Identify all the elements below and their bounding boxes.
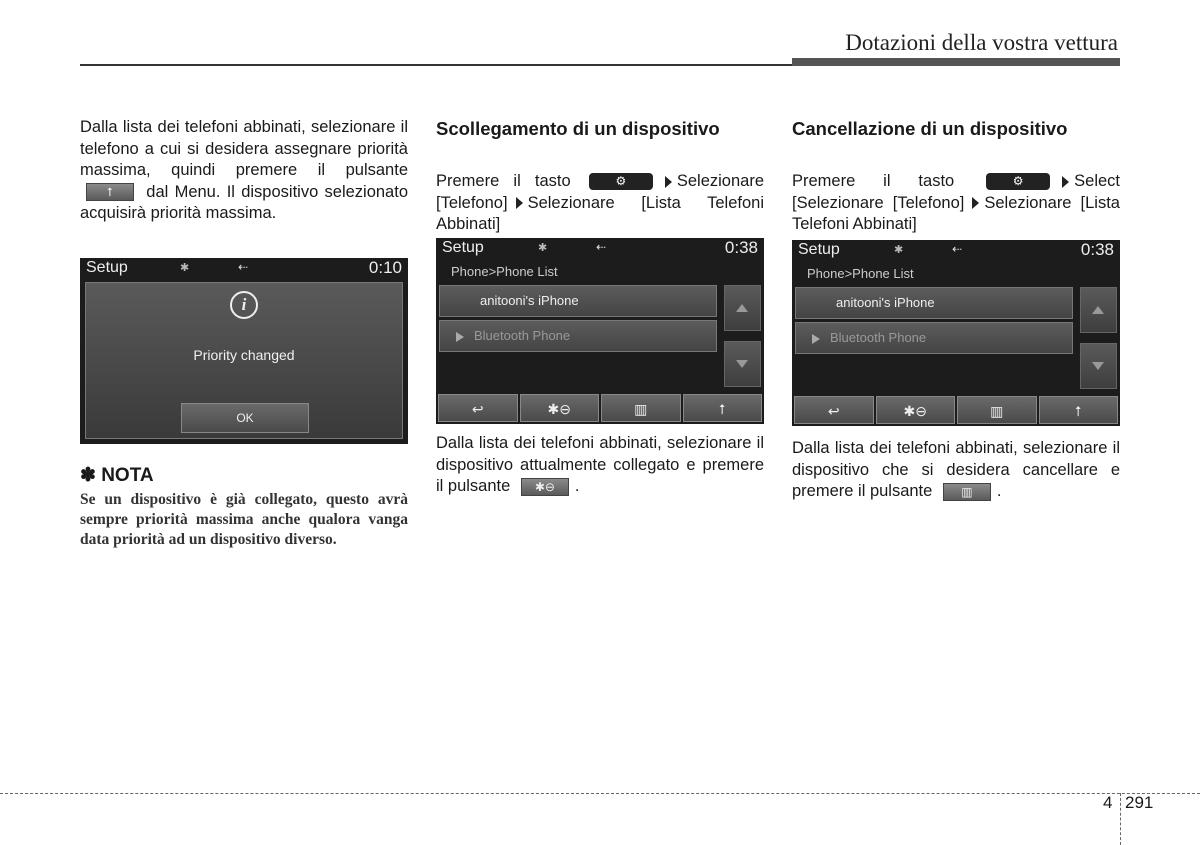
screen-title: Setup: [798, 241, 840, 258]
section-title-delete: Cancellazione di un dispositivo: [792, 118, 1068, 139]
phone-list-screen-disconnect: [436, 238, 764, 424]
screen-status-bar: [436, 238, 764, 260]
phone-list-screen-delete: [792, 240, 1120, 426]
dialog-message: Priority changed: [193, 347, 295, 363]
back-button[interactable]: ↩: [794, 396, 874, 424]
disconnect-button-icon: ✱⊖: [521, 478, 569, 496]
screen-status-bar: [80, 258, 408, 280]
priority-screen: [80, 258, 408, 444]
col2-intro: Premere il tasto ⚙ Selezionare [Telefono] Selezionare [Lista Telefoni Abbinati]: [436, 172, 764, 233]
header-bar: [792, 58, 1120, 66]
down-arrow-icon: [1092, 362, 1104, 370]
arrow-right-icon: [665, 176, 672, 188]
arrow-right-icon: [1062, 176, 1069, 188]
priority-button[interactable]: ⭡: [683, 394, 763, 422]
setup-key-icon: ⚙: [986, 173, 1050, 190]
bluetooth-icon: ✱: [894, 244, 904, 256]
breadcrumb: Phone>Phone List: [451, 264, 558, 279]
ok-button[interactable]: OK: [181, 403, 309, 433]
arrow-right-icon: [516, 197, 523, 209]
usb-icon: ⇠: [952, 242, 963, 256]
screen-title: Setup: [86, 259, 128, 276]
setup-key-icon: ⚙: [589, 173, 653, 190]
info-icon: i: [230, 291, 258, 319]
running-header: Dotazioni della vostra vettura: [845, 30, 1118, 55]
scroll-down-button[interactable]: [1080, 343, 1117, 389]
col2-after: Dalla lista dei telefoni abbinati, selezionare il dispositivo attualmente collegato e premere il pulsante ✱⊖ .: [436, 434, 764, 495]
up-arrow-icon: [1092, 306, 1104, 314]
col3-after: Dalla lista dei telefoni abbinati, selezionare il dispositivo che si desidera cancellare e premere il pulsante ▥ .: [792, 439, 1120, 500]
breadcrumb: Phone>Phone List: [807, 266, 914, 281]
screen-title: Setup: [442, 239, 484, 256]
page-number: 291: [1125, 793, 1154, 812]
list-item[interactable]: Bluetooth Phone: [439, 320, 717, 352]
arrow-right-icon: [972, 197, 979, 209]
scroll-up-button[interactable]: [1080, 287, 1117, 333]
usb-icon: ⇠: [238, 260, 249, 274]
col3-intro: Premere il tasto ⚙ Select [Selezionare [Telefono] Selezionare [Lista Telefoni Abbinati]: [792, 172, 1120, 233]
play-icon: [456, 332, 464, 342]
screen-clock: 0:38: [724, 238, 758, 257]
screen-clock: 0:10: [368, 258, 402, 277]
disconnect-button[interactable]: ✱⊖: [520, 394, 600, 422]
section-title-disconnect: Scollegamento di un dispositivo: [436, 118, 720, 139]
nota-title: ✽ NOTA: [80, 465, 154, 486]
screen-toolbar: [794, 396, 1118, 424]
delete-button[interactable]: ▥: [957, 396, 1037, 424]
list-item[interactable]: Bluetooth Phone: [795, 322, 1073, 354]
header-rule: [80, 64, 792, 66]
screen-toolbar: [438, 394, 762, 422]
bluetooth-icon: ✱: [538, 242, 548, 254]
col1-paragraph: Dalla lista dei telefoni abbinati, selezionare il telefono a cui si desidera assegnare priorità massima, quindi premere il pulsante ⭡ dal Menu. Il dispositivo selezionato acquisirà priorità massima.: [80, 118, 408, 222]
scroll-up-button[interactable]: [724, 285, 761, 331]
usb-icon: ⇠: [596, 240, 607, 254]
priority-button-icon: ⭡: [86, 183, 134, 201]
delete-button-icon: ▥: [943, 483, 991, 501]
down-arrow-icon: [736, 360, 748, 368]
delete-button[interactable]: ▥: [601, 394, 681, 422]
up-arrow-icon: [736, 304, 748, 312]
screen-status-bar: [792, 240, 1120, 262]
list-item[interactable]: anitooni's iPhone: [795, 287, 1073, 319]
disconnect-button[interactable]: ✱⊖: [876, 396, 956, 424]
bluetooth-icon: ✱: [180, 262, 190, 274]
play-icon: [812, 334, 820, 344]
screen-clock: 0:38: [1080, 240, 1114, 259]
footer-rule: [0, 793, 1200, 794]
back-button[interactable]: ↩: [438, 394, 518, 422]
nota-body: Se un dispositivo è già collegato, questo avrà sempre priorità massima anche qualora vanga data priorità ad un dispositivo diverso.: [80, 491, 408, 548]
scroll-down-button[interactable]: [724, 341, 761, 387]
priority-button[interactable]: ⭡: [1039, 396, 1119, 424]
priority-dialog: [85, 282, 403, 439]
list-item[interactable]: anitooni's iPhone: [439, 285, 717, 317]
footer-divider: [1120, 793, 1121, 845]
chapter-number: 4: [1103, 793, 1113, 812]
